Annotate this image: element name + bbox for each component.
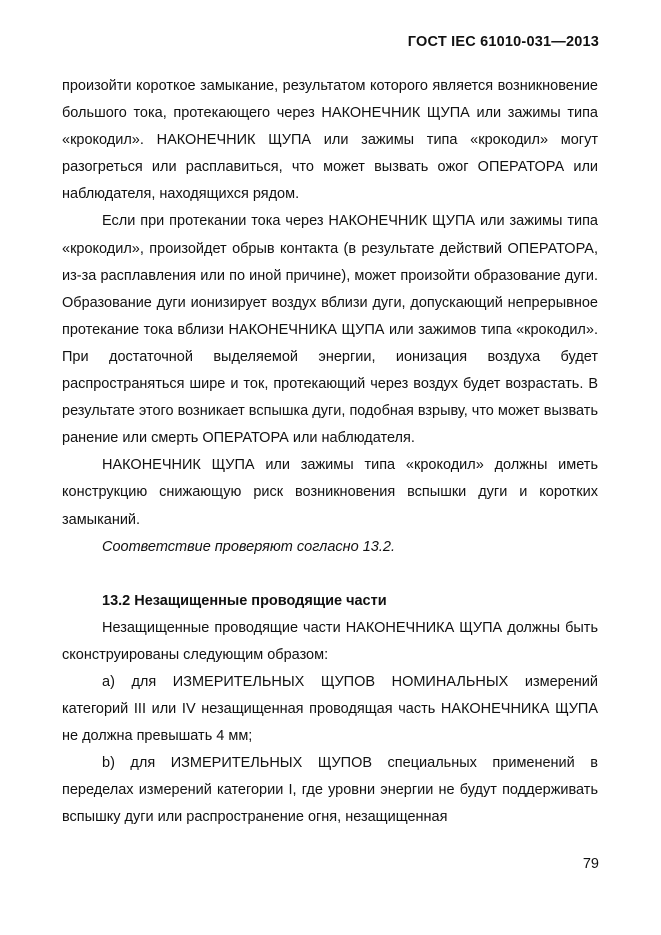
paragraph-arc-formation: Если при протекании тока через НАКОНЕЧНИК ЩУПА или зажимы типа «крокодил», произойдет обрыв контакта (в результате действий ОПЕРАТОРА, из-за расплавления или по иной причине), может произойти образование дуги. Образование дуги ионизирует воздух вблизи дуги, допускающий непрерывное протекание тока вблизи НАКОНЕЧНИКА ЩУПА или зажимов типа «крокодил». При достаточной выделяемой энергии, ионизация воздуха будет распространяться шире и ток, протекающий через воздух будет возрастать. В результате этого возникает вспышка дуги, подобная взрыву, что может вызвать ранение или смерть ОПЕРАТОРА или наблюдателя. — [62, 213, 598, 447]
paragraph-design-requirement: НАКОНЕЧНИК ЩУПА или зажимы типа «крокодил» должны иметь конструкцию снижающую риск возникновения вспышки дуги и коротких замыканий. — [62, 457, 598, 528]
list-item-b: b) для ИЗМЕРИТЕЛЬНЫХ ЩУПОВ специальных применений в переделах измерений категории I, где уровни энергии не будут поддерживать вспышку дуги или распространение огня, незащищенная — [62, 755, 598, 826]
section-intro: Незащищенные проводящие части НАКОНЕЧНИКА ЩУПА должны быть сконструированы следующим образом: — [62, 619, 598, 663]
compliance-note: Соответствие проверяют согласно 13.2. — [102, 538, 395, 555]
document-header: ГОСТ IEC 61010-031—2013 — [407, 34, 599, 50]
page-body — [62, 73, 598, 832]
list-item-a: а) для ИЗМЕРИТЕЛЬНЫХ ЩУПОВ НОМИНАЛЬНЫХ измерений категорий III или IV незащищенная проводящая часть НАКОНЕЧНИКА ЩУПА не должна превышать 4 мм; — [62, 673, 598, 745]
page-number: 79 — [582, 856, 599, 872]
section-heading: 13.2 Незащищенные проводящие части — [102, 592, 387, 609]
paragraph-continuation: произойти короткое замыкание, результатом которого является возникновение большого тока, протекающего через НАКОНЕЧНИК ЩУПА или зажимы типа «крокодил». НАКОНЕЧНИК ЩУПА или зажимы типа «крокодил» могут разогреться или расплавиться, что может вызвать ожог ОПЕРАТОРА или наблюдателя, находящихся рядом. — [62, 78, 598, 203]
